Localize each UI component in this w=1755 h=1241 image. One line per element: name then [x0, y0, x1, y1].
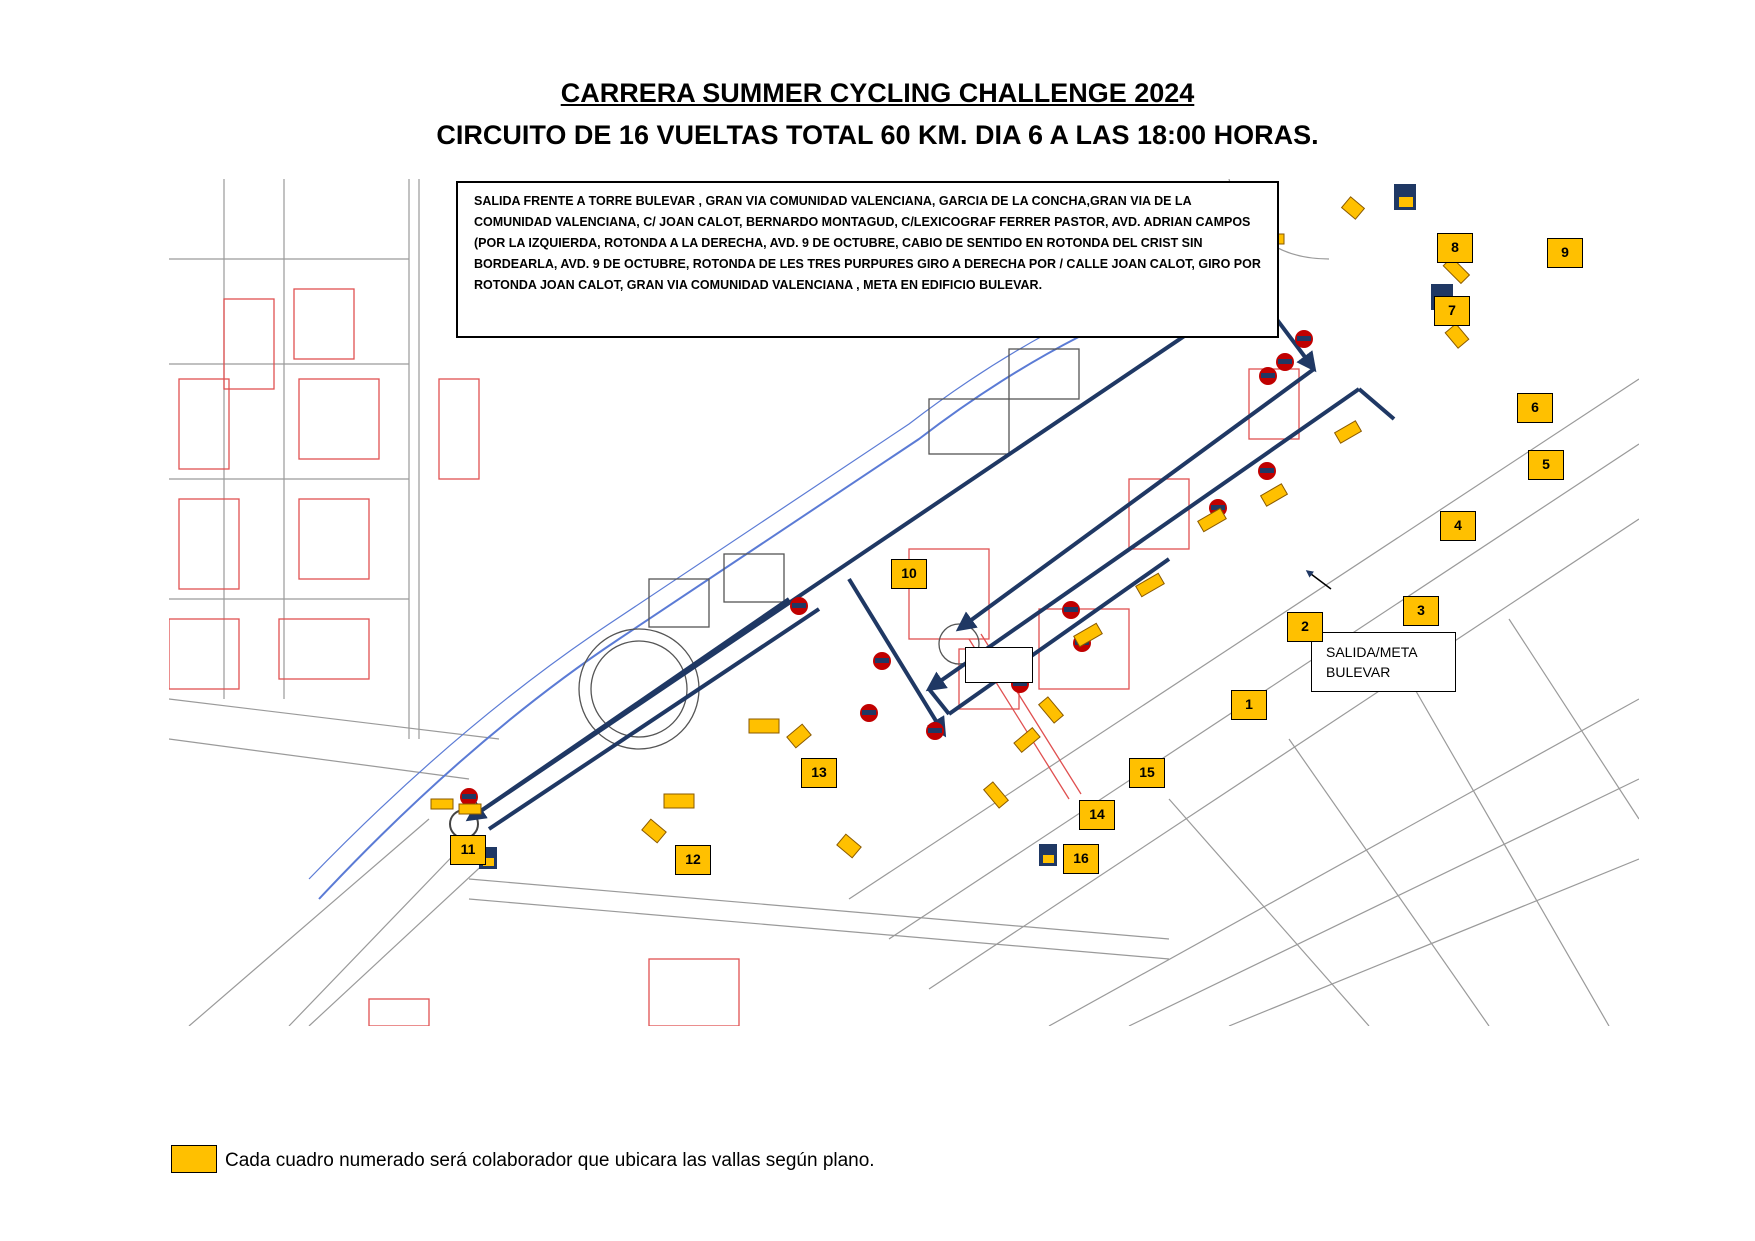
station-3: 3: [1403, 596, 1439, 626]
legend-swatch: [171, 1145, 217, 1173]
arrow-icon: [1307, 571, 1331, 589]
route-description-box: SALIDA FRENTE A TORRE BULEVAR , GRAN VIA COMUNIDAD VALENCIANA, GARCIA DE LA CONCHA,GRAN VIA DE LA COMUNIDAD VALENCIANA, C/ JOAN CALOT, BERNARDO MONTAGUD, C/LEXICOGRAF FERRER PASTOR, AVD. ADRIAN CAMPOS (POR LA IZQUIERDA, ROTONDA A LA DERECHA, AVD. 9 DE OCTUBRE, CABIO DE SENTIDO EN ROTONDA DEL CRIST SIN BORDEARLA, AVD. 9 DE OCTUBRE, ROTONDA DE LES TRES PURPURES GIRO A DERECHA POR / CALLE JOAN CALOT, GIRO POR ROTONDA JOAN CALOT, GRAN VIA COMUNIDAD VALENCIANA , META EN EDIFICIO BULEVAR.: [456, 181, 1279, 338]
start-finish-label: [1311, 632, 1456, 692]
station-16: 16: [1063, 844, 1099, 874]
station-9: 9: [1547, 238, 1583, 268]
station-1: 1: [1231, 690, 1267, 720]
station-15: 15: [1129, 758, 1165, 788]
station-12: 12: [675, 845, 711, 875]
station-8: 8: [1437, 233, 1473, 263]
station-2: 2: [1287, 612, 1323, 642]
park-area: [579, 349, 1079, 749]
page-subtitle: CIRCUITO DE 16 VUELTAS TOTAL 60 KM. DIA 6 A LAS 18:00 HORAS.: [436, 120, 1319, 150]
no-entry-icon: [460, 330, 1313, 806]
station-11: 11: [450, 835, 486, 865]
page-title: CARRERA SUMMER CYCLING CHALLENGE 2024: [560, 78, 1195, 108]
race-route: [469, 289, 1394, 829]
station-13: 13: [801, 758, 837, 788]
blank-placeholder-box: [965, 647, 1033, 683]
building-outlines: [169, 289, 1299, 1026]
start-finish-line2: BULEVAR: [1326, 664, 1391, 680]
station-7: 7: [1434, 296, 1470, 326]
station-10: 10: [891, 559, 927, 589]
start-finish-line1: SALIDA/META: [1326, 644, 1418, 660]
station-5: 5: [1528, 450, 1564, 480]
station-4: 4: [1440, 511, 1476, 541]
legend-text: Cada cuadro numerado será colaborador que ubicara las vallas según plano.: [225, 1150, 875, 1171]
station-14: 14: [1079, 800, 1115, 830]
station-6: 6: [1517, 393, 1553, 423]
